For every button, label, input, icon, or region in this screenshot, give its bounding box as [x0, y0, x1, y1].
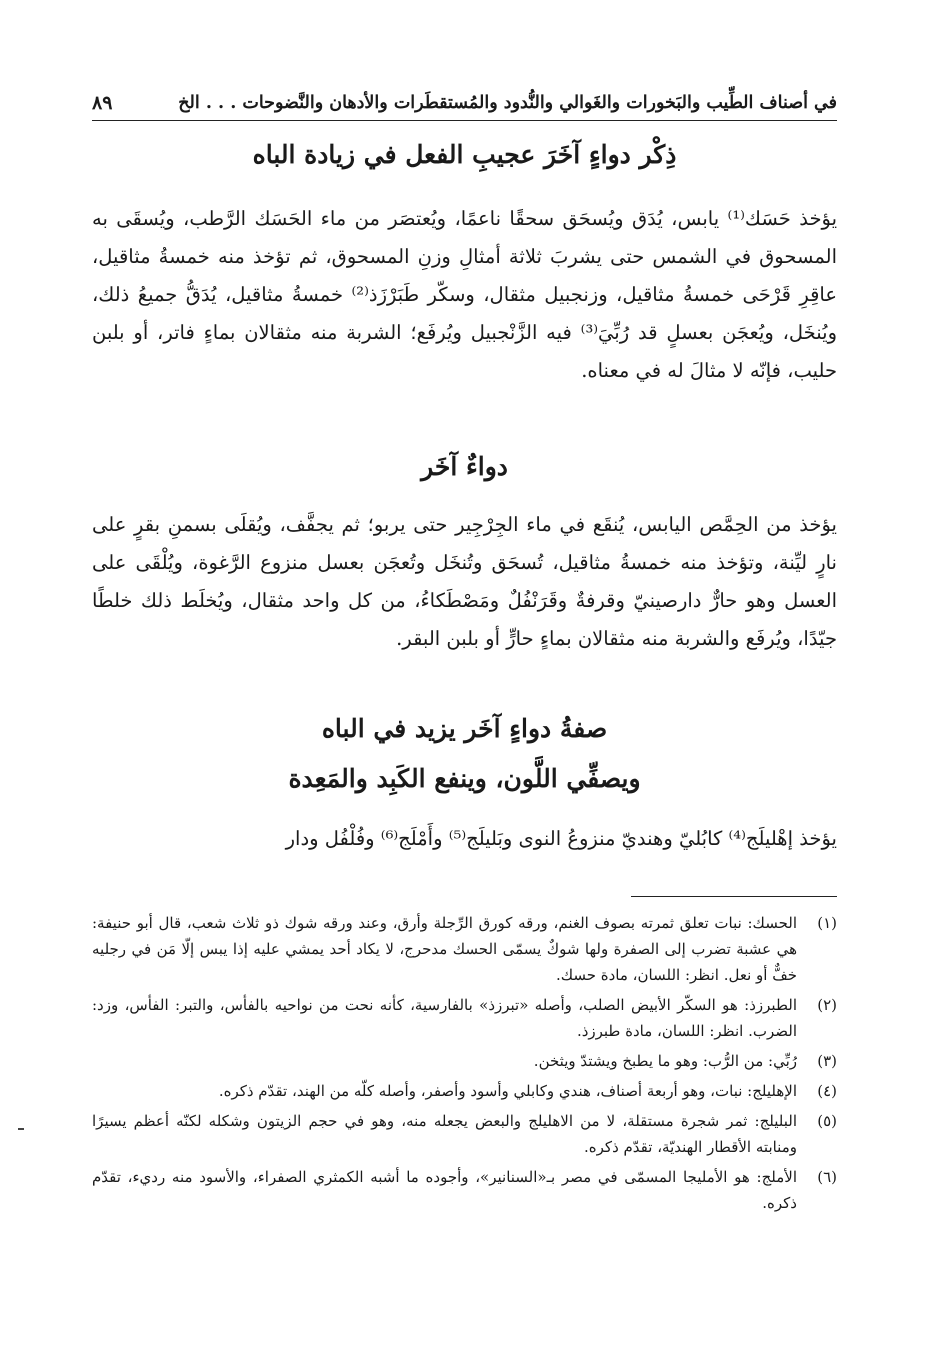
- footnote-text: الطبرزذ: هو السكّر الأبيض الصلب، وأصله «تبرزذ» بالفارسية، كأنه نحت من نواحيه بالفأس، والتبر: الفأس، وزد: الضرب. انظر: اللسان، مادة طبرزذ.: [92, 996, 797, 1040]
- footnote-text: الإهليلج: نبات، وهو أربعة أصناف، هندي وكابلي وأسود وأصفر، وأصله كلّه من الهند، تقدّم ذكره.: [218, 1082, 797, 1100]
- footnote-number: (٤): [817, 1082, 837, 1100]
- section-heading-3: صفةُ دواءٍ آخَر يزيد في الباه: [321, 714, 608, 743]
- section-heading-3-line-2: ويصفِّي اللَّون، وينفع الكَبِد والمَعِدة: [288, 764, 641, 793]
- running-header: [92, 86, 837, 121]
- footnote-item: [92, 1078, 837, 1104]
- footnote-item: [92, 992, 837, 1044]
- margin-mark: [18, 1128, 24, 1130]
- footnote-number: (٢): [817, 996, 837, 1014]
- running-title: في أصناف الطِّيب والبَخورات والغَوالي والنُّدود والمُستقطَرات والأدهان والنَّضوحات . . . الخ: [178, 93, 837, 113]
- footnote-item: [92, 910, 837, 988]
- footnote-text: الحسك: نبات تعلق ثمرته بصوف الغنم، ورقه كورق الرِّجلة وأرق، وعند ورقه شوك ذو ثلاث شعب، قال أبو حنيفة: هي عشبة تضرب إلى الصفرة ولها شوكٌ يسمّى الحسك مدحرج، لا يكاد أحد يمشي عليه إذا يبس إلّا مَن في رجليه خفٌّ أو نعل. انظر: اللسان، مادة حسك.: [92, 914, 797, 984]
- footnote-item: [92, 1164, 837, 1216]
- section-paragraph-3: يؤخذ إهْليلَج⁽⁴⁾ كابُليّ وهنديّ منزوعُ النوى وبَليلَج⁽⁵⁾ وأَمْلَج⁽⁶⁾ وفُلْفُل ودار: [285, 827, 837, 850]
- section-paragraph-2: يؤخذ من الحِمَّص اليابس، يُنقَع في ماء الجِرْجِير حتى يربو؛ ثم يجفَّف، ويُقلَى بسمنِ بقرٍ على نارٍ ليِّنة، وتؤخذ منه خمسةُ مثاقيل، تُسحَق وتُنخَل وتُعجَن بعسل منزوع الرَّغوة، ويُلْقَى على العسل وهو حارٌّ دارصينيّ وقرفةٌ وقَرَنْفُلٌ ومَصْطَكاءُ، من كل واحد مثقال، ويُخلَط ذلك خلطًا جيّدًا، ويُرفَع والشربة منه مثقالان بماءٍ حارٍّ أو بلبن البقر.: [92, 513, 837, 650]
- footnote-number: (٥): [817, 1112, 837, 1130]
- section-paragraph-1: يؤخذ حَسَك⁽¹⁾ يابس، يُدَق ويُسحَق سحقًا ناعمًا، ويُعتصَر من ماء الحَسَك الرَّطب، ويُسقَى به المسحوق في الشمس حتى يشربَ ثلاثة أمثالِ وزنِ المسحوق، ثم تؤخذ منه خمسةُ مثاقيل، عاقِرِ قَرْحَى خمسةُ مثاقيل، وزنجبيل مثقال، وسكّر طَبَرْزَذ⁽²⁾ خمسةُ مثاقيل، يُدَقُّ جميعُ ذلك، ويُنخَل، ويُعجَن بعسلٍ قد رُبِّيَ⁽³⁾ فيه الزَّنْجبيل ويُرفَع؛ الشربة منه مثقالان بماءٍ فاتر، أو بلبن حليب، فإنّه لا مثالَ له في معناه.: [92, 207, 837, 382]
- footnotes: [92, 910, 837, 1220]
- section-heading-1: ذِكْر دواءٍ آخَرَ عجيبِ الفعل في زيادة الباه: [252, 140, 677, 169]
- footnote-text: الأملج: هو الأمليجا المسمّى في مصر بـ«السنانير»، وأجوده ما أشبه الكمثري الصفراء، والأسود منه رديء، تقدّم ذكره.: [92, 1168, 797, 1212]
- footnote-number: (٣): [817, 1052, 837, 1070]
- footnote-divider: [631, 896, 837, 897]
- footnote-text: البليلج: ثمر شجرة مستقلة، لا من الاهليلج والبعض يجعله منه، وهو في حجم الزيتون وشكله لكنّه أعظم يسيرًا ومنابته الأقطار الهنديّة، تقدّم ذكره.: [92, 1112, 797, 1156]
- footnote-item: [92, 1048, 837, 1074]
- page-number: ٨٩: [92, 92, 113, 114]
- footnote-text: رُبِّي: من الرُّب: وهو ما يطبخ ويشتدّ ويثخن.: [533, 1052, 797, 1070]
- footnote-number: (١): [817, 914, 837, 932]
- footnote-number: (٦): [817, 1168, 837, 1186]
- footnote-item: [92, 1108, 837, 1160]
- section-heading-2: دواءٌ آخَر: [421, 452, 508, 481]
